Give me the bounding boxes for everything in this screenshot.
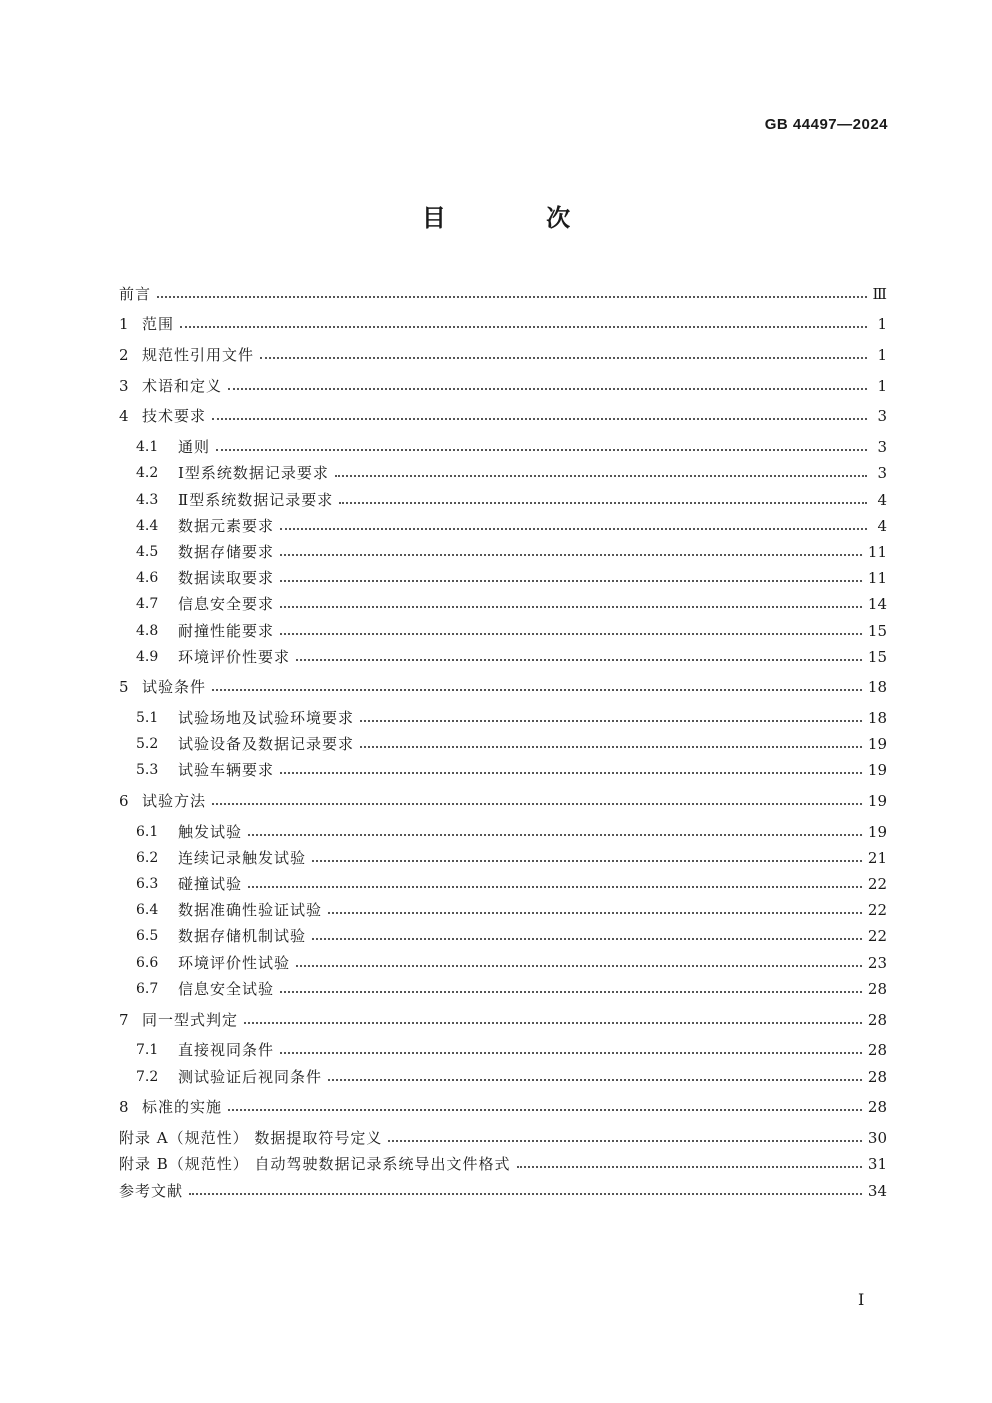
toc-entry-page: 28 [867, 1011, 887, 1029]
toc-entry [119, 790, 887, 812]
toc-leader-dots [157, 295, 867, 298]
toc-entry [136, 925, 887, 947]
toc-leader-dots [280, 553, 862, 556]
toc-entry [136, 952, 887, 974]
toc-entry-label: 试验条件 [142, 678, 207, 696]
toc-entry [119, 405, 887, 427]
toc-entry-page: 21 [867, 849, 887, 867]
toc-entry-label: 标准的实施 [142, 1098, 223, 1116]
toc-entry-page: 1 [877, 346, 887, 364]
toc-entry [136, 759, 887, 781]
toc-entry-label: 参考文献 [119, 1182, 184, 1200]
toc-leader-dots [312, 937, 862, 940]
toc-leader-dots [280, 771, 862, 774]
toc-entry-label: Ⅰ型系统数据记录要求 [178, 464, 329, 482]
toc-entry-number: 3 [119, 377, 129, 395]
toc-entry-page: 4 [877, 517, 887, 535]
toc-leader-dots [212, 417, 867, 420]
toc-entry [119, 1127, 887, 1149]
toc-entry-label: 技术要求 [142, 407, 207, 425]
toc-entry [136, 821, 887, 843]
toc-entry-label: 测试验证后视同条件 [178, 1068, 323, 1086]
toc-entry-page: 19 [867, 761, 887, 779]
toc-leader-dots [328, 1078, 862, 1081]
toc-entry [136, 978, 887, 1000]
toc-entry-label: 碰撞试验 [178, 875, 243, 893]
toc-entry [136, 515, 887, 537]
toc-entry-page: 22 [867, 875, 887, 893]
toc-entry-label: 环境评价性要求 [178, 648, 291, 666]
toc-entry [136, 541, 887, 563]
toc-entry-page: 1 [877, 377, 887, 395]
toc-entry [136, 436, 887, 458]
toc-entry-page: 22 [867, 927, 887, 945]
toc-entry-label: 数据准确性验证试验 [178, 901, 323, 919]
toc-entry-label: 试验场地及试验环境要求 [178, 709, 355, 727]
toc-entry-label: 信息安全要求 [178, 595, 275, 613]
toc-entry-number: 8 [119, 1098, 129, 1116]
toc-entry-label: 范围 [142, 315, 175, 333]
toc-entry-label: 术语和定义 [142, 377, 223, 395]
page-number: I [858, 1290, 865, 1309]
toc-entry-label: 数据存储要求 [178, 543, 275, 561]
toc-entry-number: 2 [119, 346, 129, 364]
toc-entry-number: 4 [119, 407, 129, 425]
toc-entry-page: 11 [867, 543, 887, 561]
toc-entry-page: 22 [867, 901, 887, 919]
toc-entry-number: 6.5 [136, 928, 159, 944]
toc-leader-dots [180, 325, 867, 328]
toc-leader-dots [296, 964, 862, 967]
toc-entry-page: 30 [867, 1129, 887, 1147]
toc-entry-number: 6 [119, 792, 129, 810]
toc-entry-number: 6.7 [136, 981, 159, 997]
toc-leader-dots [328, 911, 862, 914]
toc-entry-page: 3 [877, 464, 887, 482]
toc-entry-number: 4.2 [136, 465, 159, 481]
toc-leader-dots [280, 579, 862, 582]
toc-entry-label: 附录 A（规范性） 数据提取符号定义 [119, 1129, 383, 1147]
toc-entry-label: 信息安全试验 [178, 980, 275, 998]
toc-entry [136, 567, 887, 589]
toc-entry [136, 620, 887, 642]
toc-entry-label: 直接视同条件 [178, 1041, 275, 1059]
toc-entry-number: 6.2 [136, 850, 159, 866]
toc-entry-number: 4.1 [136, 439, 159, 455]
toc-entry [119, 344, 887, 366]
toc-leader-dots [228, 1108, 862, 1111]
toc-entry-label: 附录 B（规范性） 自动驾驶数据记录系统导出文件格式 [119, 1155, 511, 1173]
toc-entry-number: 4.6 [136, 570, 159, 586]
toc-entry-page: 11 [867, 569, 887, 587]
toc-entry [119, 1009, 887, 1031]
toc-entry-label: 同一型式判定 [142, 1011, 239, 1029]
toc-entry [119, 375, 887, 397]
toc-entry-page: 31 [867, 1155, 887, 1173]
toc-leader-dots [228, 387, 867, 390]
toc-entry-number: 6.6 [136, 955, 159, 971]
toc-leader-dots [388, 1139, 862, 1142]
toc-entry-number: 4.8 [136, 623, 159, 639]
toc-leader-dots [248, 885, 862, 888]
toc-entry-page: 28 [867, 1041, 887, 1059]
toc-entry [136, 462, 887, 484]
toc-entry [119, 1180, 887, 1202]
toc-entry-number: 7.2 [136, 1069, 159, 1085]
toc-leader-dots [244, 1021, 862, 1024]
toc-entry [136, 873, 887, 895]
toc-entry-page: 18 [867, 709, 887, 727]
toc-leader-dots [189, 1192, 862, 1195]
toc-entry-label: 试验车辆要求 [178, 761, 275, 779]
toc-entry-label: 前言 [119, 285, 152, 303]
toc-entry-label: 触发试验 [178, 823, 243, 841]
toc-entry-page: 19 [867, 735, 887, 753]
toc-leader-dots [280, 990, 862, 993]
toc-entry-page: 18 [867, 678, 887, 696]
toc-entry-page: 3 [877, 407, 887, 425]
toc-entry-label: 通则 [178, 438, 211, 456]
toc-entry-page: 15 [867, 622, 887, 640]
toc-entry-number: 4.9 [136, 649, 159, 665]
toc-entry-page: 23 [867, 954, 887, 972]
toc-entry-label: 试验方法 [142, 792, 207, 810]
toc-entry-number: 5 [119, 678, 129, 696]
toc-entry [136, 593, 887, 615]
toc-leader-dots [335, 474, 867, 477]
toc-entry-label: 规范性引用文件 [142, 346, 255, 364]
toc-leader-dots [280, 605, 862, 608]
toc-leader-dots [260, 356, 867, 359]
toc-entry-number: 1 [119, 315, 129, 333]
toc-entry [119, 1096, 887, 1118]
toc-entry [136, 733, 887, 755]
toc-entry-number: 5.3 [136, 762, 159, 778]
toc-entry-label: 耐撞性能要求 [178, 622, 275, 640]
toc-entry-page: 19 [867, 823, 887, 841]
toc-entry-page: 4 [877, 491, 887, 509]
page-title: 目 次 [421, 204, 617, 232]
toc-entry-number: 7.1 [136, 1042, 159, 1058]
toc-entry-page: 28 [867, 1068, 887, 1086]
toc-leader-dots [312, 859, 862, 862]
toc-leader-dots [360, 745, 862, 748]
toc-entry-label: 数据存储机制试验 [178, 927, 307, 945]
toc-leader-dots [248, 833, 862, 836]
toc-entry-number: 5.1 [136, 710, 159, 726]
toc-entry [119, 1153, 887, 1175]
toc-entry [119, 313, 887, 335]
toc-entry-page: 28 [867, 1098, 887, 1116]
toc-entry-number: 5.2 [136, 736, 159, 752]
toc-entry-page: 28 [867, 980, 887, 998]
toc-entry [136, 707, 887, 729]
toc-leader-dots [280, 1051, 862, 1054]
toc-entry [136, 1039, 887, 1061]
toc-entry-number: 4.3 [136, 492, 159, 508]
toc-entry-label: 环境评价性试验 [178, 954, 291, 972]
toc-leader-dots [280, 527, 867, 530]
toc-entry-number: 7 [119, 1011, 129, 1029]
toc-entry [136, 646, 887, 668]
toc-leader-dots [212, 688, 862, 691]
toc-entry [119, 676, 887, 698]
toc-leader-dots [280, 632, 862, 635]
toc-leader-dots [216, 448, 867, 451]
toc-leader-dots [212, 802, 862, 805]
toc-entry-page: 3 [877, 438, 887, 456]
toc-entry-number: 4.7 [136, 596, 159, 612]
toc-entry-label: 试验设备及数据记录要求 [178, 735, 355, 753]
toc-leader-dots [339, 501, 867, 504]
toc-entry-page: 14 [867, 595, 887, 613]
toc-entry-number: 6.3 [136, 876, 159, 892]
toc-entry-label: 数据读取要求 [178, 569, 275, 587]
toc-entry [136, 489, 887, 511]
toc-leader-dots [360, 719, 862, 722]
toc-entry-page: Ⅲ [872, 285, 887, 303]
toc-leader-dots [517, 1165, 862, 1168]
toc-entry [119, 283, 887, 305]
toc-leader-dots [296, 658, 862, 661]
toc-entry-number: 4.4 [136, 518, 159, 534]
toc-entry-label: Ⅱ型系统数据记录要求 [178, 491, 334, 509]
toc-entry-number: 4.5 [136, 544, 159, 560]
toc-entry-page: 19 [867, 792, 887, 810]
toc-entry-page: 1 [877, 315, 887, 333]
toc-entry-page: 15 [867, 648, 887, 666]
toc-entry [136, 899, 887, 921]
toc-entry-page: 34 [867, 1182, 887, 1200]
toc-entry-number: 6.4 [136, 902, 159, 918]
standard-number: GB 44497—2024 [764, 116, 888, 133]
toc-entry-label: 数据元素要求 [178, 517, 275, 535]
toc-entry [136, 1066, 887, 1088]
toc-entry-label: 连续记录触发试验 [178, 849, 307, 867]
toc-entry-number: 6.1 [136, 824, 159, 840]
toc-entry [136, 847, 887, 869]
